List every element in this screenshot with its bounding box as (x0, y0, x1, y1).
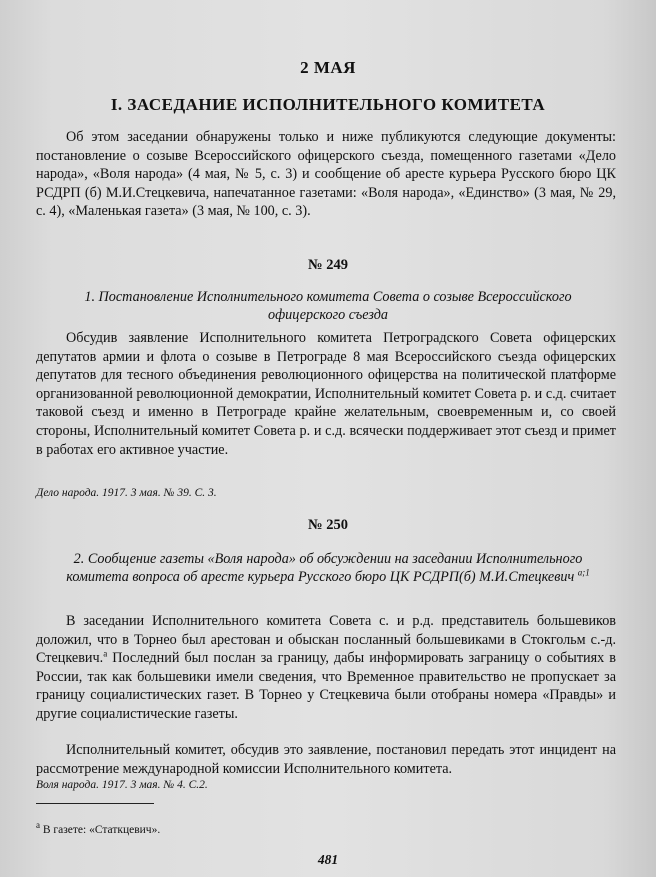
footnote-text: В газете: «Статкцевич». (40, 824, 161, 836)
page-number: 481 (317, 852, 339, 867)
body-250-text-start: В заседании Исполнительного комитета Совета с. и р.д. представитель большевиков доложил, что в Торнео был арестован и обыскан посланный большевиками в Стокгольм с.-д. Стецкевич. (36, 613, 616, 667)
footnote-mark: а (36, 820, 40, 831)
footnote (36, 820, 161, 836)
document-title-250-text: 2. Сообщение газеты «Воля народа» об обсуждении на заседании Исполнительного комитета вопроса об аресте курьера Русского бюро ЦК РСДРП(б) М.И.Стецкевич (66, 551, 583, 585)
date-heading: 2 МАЯ (300, 58, 356, 77)
document-title-250 (60, 550, 596, 586)
body-footnote-mark: а (103, 648, 108, 659)
document-body-250-paragraph-2: Исполнительный комитет, обсудив это заявление, постановил передать этот инцидент на рассмотрение международной комиссии Исполнительного комитета. (36, 742, 616, 777)
intro-paragraph: Об этом заседании обнаружены только и ниже публикуются следующие документы: постановление о созыве Всероссийского офицерского съезда, помещенного газетами «Дело народа», «Воля народа» (4 мая, № 5, с. 3) и сообщение об аресте курьера Русского бюро ЦК РСДРП (б) М.И.Стецкевича, напечатанное газетами: «Воля народа», «Единство» (3 мая, № 29, с. 4), «Маленькая газета» (3 мая, № 100, с. 3). (36, 129, 616, 220)
document-title-249: 1. Постановление Исполнительного комитета Совета о созыве Всероссийского офицерского съезда (84, 289, 572, 323)
document-number-250: № 250 (308, 517, 348, 533)
document-number-249: № 249 (308, 257, 348, 273)
section-title: I. ЗАСЕДАНИЕ ИСПОЛНИТЕЛЬНОГО КОМИТЕТА (110, 95, 546, 114)
title-footnote-mark: a;1 (577, 567, 590, 578)
body-250-text-end: Последний был послан за границу, дабы информировать заграницу о событиях в России, так как большевики имели сведения, что Временное правительство не пропускает за границу социалистических газет. В Торнео у Стецкевича были отобраны номера «Правды» и другие социалистические газеты. (36, 650, 616, 722)
source-citation-249: Дело народа. 1917. 3 мая. № 39. С. 3. (36, 487, 217, 499)
document-body-249: Обсудив заявление Исполнительного комитета Петроградского Совета офицерских депутатов армии и флота о созыве в Петрограде 8 мая Всероссийского съезда офицерских депутатов для тесного объединения революционного офицерства на политической платформе организованной революционной демократии, Исполнительный комитет Совета р. и с.д. считает таковой съезд и именно в Петрограде крайне желательным, своевременным и, со своей стороны, Исполнительный комитет Совета р. и с.д. всячески поддерживает этот съезд и примет в работах его активное участие. (36, 330, 616, 458)
document-body-250-paragraph-1 (36, 612, 616, 724)
footnote-separator (36, 803, 154, 804)
source-citation-250: Воля народа. 1917. 3 мая. № 4. С.2. (36, 779, 208, 791)
